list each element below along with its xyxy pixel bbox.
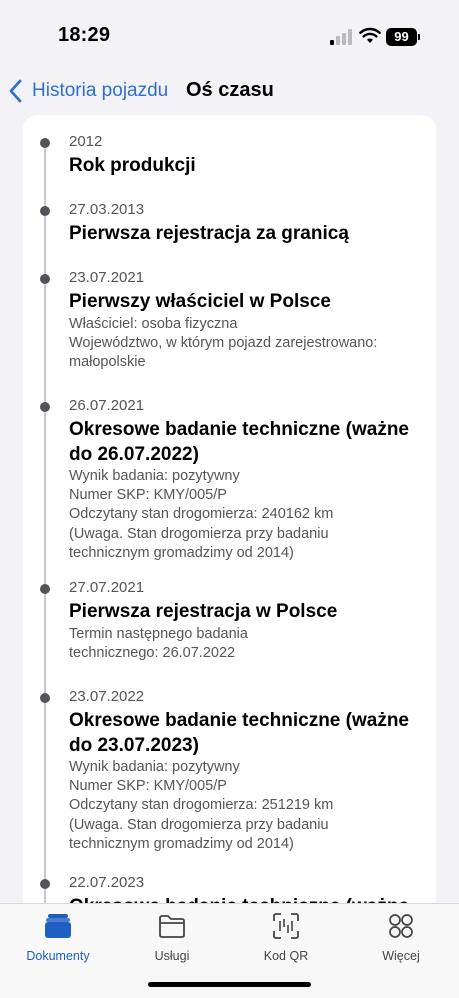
event-date: 27.03.2013 [69,201,145,218]
event-detail-line: Właściciel: osoba fizyczna [69,316,238,332]
home-indicator[interactable] [148,982,311,987]
tab-label: Dokumenty [26,949,90,963]
event-date: 27.07.2021 [69,579,145,596]
event-details [69,758,419,854]
event-title-line: do 23.07.2023) [69,735,199,756]
tab-services[interactable] [117,912,227,967]
event-detail-line: Województwo, w którym pojazd zarejestrowano: [69,335,378,352]
tab-label: Usługi [154,949,190,963]
back-label: Historia pojazdu [32,80,169,101]
timeline-dot [40,693,50,703]
timeline-dot [40,206,50,216]
timeline-card[interactable] [23,115,436,915]
folder-icon [157,912,187,940]
event-date: 26.07.2021 [69,397,145,414]
event-details [69,315,419,373]
event-detail-line: (Uwaga. Stan drogomierza przy badaniu [69,816,329,833]
event-date: 2012 [69,133,103,150]
event-detail-line: Odczytany stan drogomierza: 251219 km [69,797,334,814]
event-date: 23.07.2021 [69,269,145,286]
event-title-line: do 26.07.2022) [69,444,199,465]
event-date: 22.07.2023 [69,874,145,891]
event-details [69,625,419,663]
qr-scan-icon [271,912,301,940]
event-title [69,153,419,178]
status-bar [0,0,459,72]
chevron-left-icon [8,79,24,103]
event-detail-line: technicznym gromadzimy od 2014) [69,835,294,852]
more-grid-icon [386,912,416,940]
tab-more[interactable] [346,912,456,967]
timeline-line [44,142,46,915]
back-button[interactable] [8,76,168,106]
tab-label: Kod QR [263,949,309,963]
event-detail-line: Wynik badania: pozytywny [69,468,240,484]
timeline-dot [40,584,50,594]
signal-icon [330,29,352,45]
timeline-dot [40,138,50,148]
documents-icon [43,912,73,940]
timeline-dot [40,879,50,889]
event-title-line: Pierwsza rejestracja w Polsce [69,601,338,622]
event-details [69,467,419,563]
timeline-dot [40,402,50,412]
tab-qr-code[interactable] [231,912,341,967]
event-detail-line: Termin następnego badania [69,626,248,642]
event-detail-line: Numer SKP: KMY/005/P [69,487,227,504]
event-detail-line: Wynik badania: pozytywny [69,759,240,775]
event-title-line: Okresowe badanie techniczne (ważne [69,710,409,731]
event-date: 23.07.2022 [69,688,145,705]
event-title [69,708,419,758]
event-detail-line: technicznego: 26.07.2022 [69,645,236,662]
event-title [69,289,419,314]
event-title-line: Pierwsza rejestracja za granicą [69,223,349,244]
event-title-line: Pierwszy właściciel w Polsce [69,291,331,312]
event-title [69,417,419,467]
timeline-dot [40,274,50,284]
event-detail-line: (Uwaga. Stan drogomierza przy badaniu [69,525,329,542]
nav-bar [0,72,459,112]
event-detail-line: małopolskie [69,354,146,371]
event-title [69,221,419,246]
battery-icon: 99 [386,28,417,46]
page-title: Oś czasu [186,79,274,101]
event-detail-line: Numer SKP: KMY/005/P [69,778,227,795]
tab-documents[interactable] [3,912,113,967]
event-detail-line: Odczytany stan drogomierza: 240162 km [69,506,334,523]
wifi-icon [359,27,381,45]
status-time: 18:29 [58,24,111,46]
tab-label: Więcej [382,949,420,963]
event-title-line: Rok produkcji [69,155,196,176]
event-title [69,599,419,624]
event-title-line: Okresowe badanie techniczne (ważne [69,419,409,440]
event-detail-line: technicznym gromadzimy od 2014) [69,544,294,561]
